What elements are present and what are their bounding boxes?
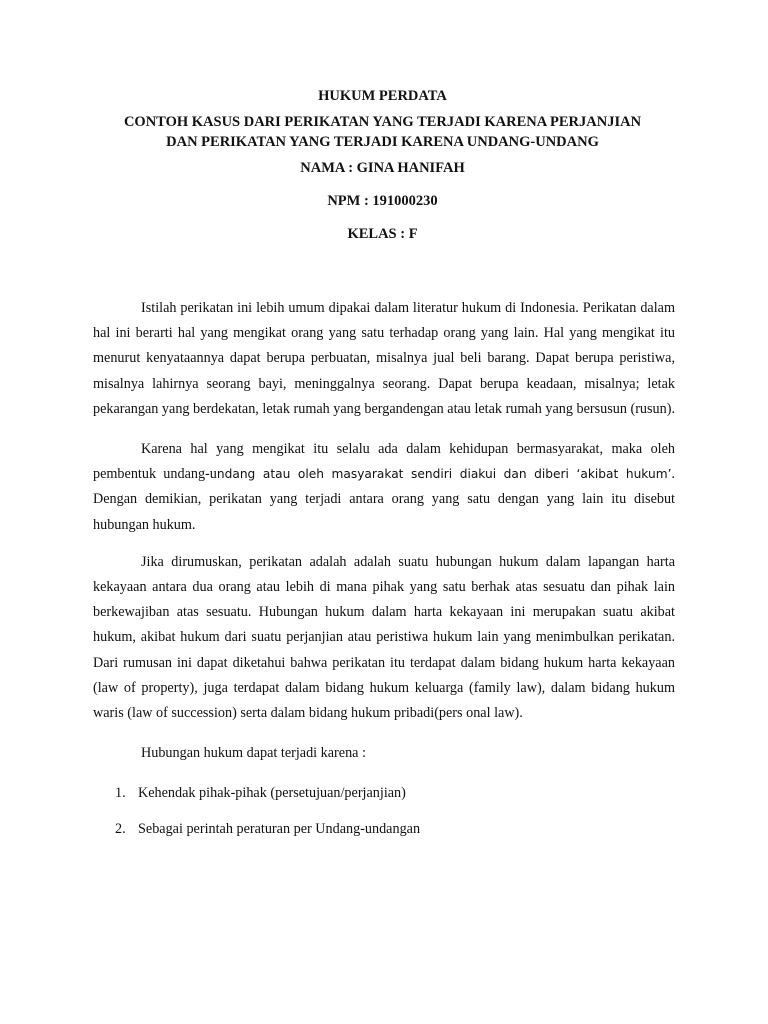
paragraph-2-start: Karena hal yang mengikat itu selalu ada dalam kehidupan bermasyarakat, maka oleh pembentuk undang-u <box>93 441 675 483</box>
paragraph-4: Hubungan hukum dapat terjadi karena : <box>141 745 366 762</box>
list-item <box>93 817 675 842</box>
document-title: HUKUM PERDATA <box>318 88 447 104</box>
list-item-number: 1. <box>115 785 126 802</box>
paragraph-1: Istilah perikatan ini lebih umum dipakai dalam literatur hukum di Indonesia. Perikatan dalam hal ini berarti hal yang mengikat orang yang satu terhadap orang yang lain. Hal yang mengikat itu menurut kenyataannya dapat berupa perbuatan, misalnya jual beli barang. Dapat berupa peristiwa, misalnya lahirnya seorang bayi, meninggalnya seorang. Dapat berupa keadaan, misalnya; letak pekarangan yang berdekatan, letak rumah yang bergandengan atau letak rumah yang bersusun (rusun). <box>93 300 675 417</box>
paragraph-2-mixed-font: ndang atau oleh masyarakat sendiri diakui dan diberi ‘akibat hukum’ <box>216 467 672 482</box>
student-name: NAMA : GINA HANIFAH <box>300 160 465 176</box>
subtitle-line-2: DAN PERIKATAN YANG TERJADI KARENA UNDANG-UNDANG <box>166 134 599 150</box>
paragraph-2 <box>93 437 675 538</box>
document-header <box>90 86 675 257</box>
paragraph-3: Jika dirumuskan, perikatan adalah adalah suatu hubungan hukum dalam lapangan harta kekayaan antara dua orang atau lebih di mana pihak yang satu berhak atas sesuatu dan pihak lain berkewajiban atas sesuatu. Hubungan hukum dalam harta kekayaan ini merupakan suatu akibat hukum, akibat hukum dari suatu perjanjian atau peristiwa hukum lain yang menimbulkan perikatan. Dari rumusan ini dapat diketahui bahwa perikatan itu terdapat dalam bidang hukum harta kekayaan (law of property), juga terdapat dalam bidang hukum keluarga (family law), dalam bidang hukum waris (law of succession) serta dalam bidang hukum pribadi(pers onal law). <box>93 553 675 722</box>
document-body <box>93 296 675 853</box>
student-class: KELAS : F <box>347 226 418 242</box>
list-item-text: Kehendak pihak-pihak (persetujuan/perjanjian) <box>138 785 406 802</box>
list-item-number: 2. <box>115 821 126 838</box>
list-item <box>93 781 675 806</box>
student-npm: NPM : 191000230 <box>327 193 438 209</box>
cause-list <box>93 781 675 842</box>
document-subtitle <box>90 112 675 152</box>
subtitle-line-1: CONTOH KASUS DARI PERIKATAN YANG TERJADI KARENA PERJANJIAN <box>123 114 642 130</box>
list-item-text: Sebagai perintah peraturan per Undang-undangan <box>138 821 421 838</box>
paragraph-2-end: . Dengan demikian, perikatan yang terjadi antara orang yang satu dengan yang lain itu disebut hubungan hukum. <box>93 466 676 533</box>
